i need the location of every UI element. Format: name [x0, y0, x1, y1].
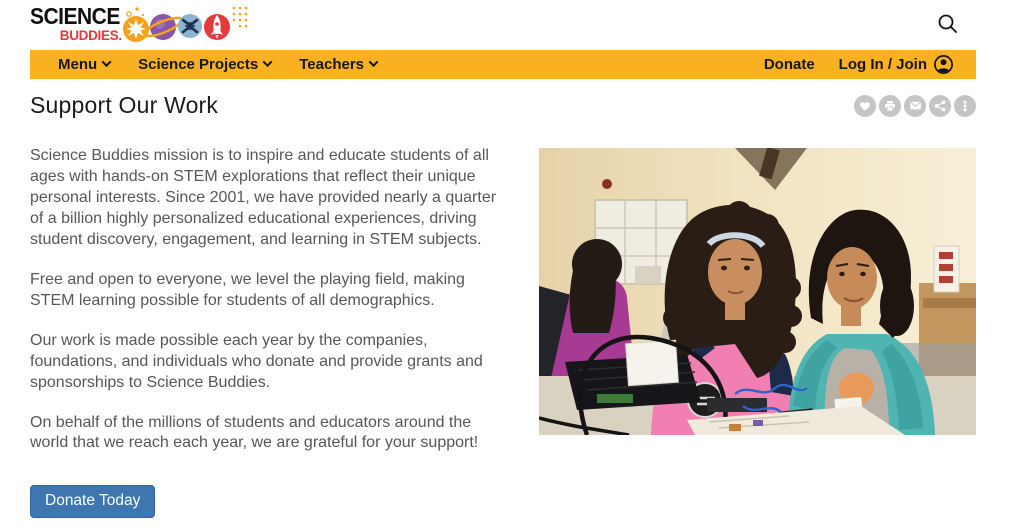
main-content	[30, 146, 976, 518]
nav-item-login-join[interactable]: Log In / Join	[827, 54, 966, 75]
nav-item-donate[interactable]: Donate	[763, 56, 815, 73]
dot-grid-decoration	[233, 7, 248, 28]
search-icon	[936, 12, 960, 36]
email-button[interactable]	[904, 95, 926, 117]
sun-icon	[123, 16, 149, 42]
chevron-down-icon	[102, 57, 112, 67]
nav-item-teachers[interactable]: Teachers	[285, 56, 391, 73]
user-icon	[933, 54, 954, 75]
nav-item-science-projects[interactable]: Science Projects	[124, 56, 285, 73]
page-title: Support Our Work	[30, 92, 219, 118]
print-button[interactable]	[879, 95, 901, 117]
paragraph-thanks: On behalf of the millions of students and educators around the world that we reach each year, we are grateful for your support!	[30, 413, 479, 452]
dna-icon	[178, 14, 202, 38]
share-toolbar	[854, 95, 976, 117]
logo-text-science: SCIENCE	[30, 3, 120, 30]
paragraph-mission: Science Buddies mission is to inspire and educate students of all ages with hands-on STEM explorations that reflect their unique personal interests. Since 2001, we have provided nearly a quarter of a billion highly personalized educational experiences, driving student discovery, engagement, and learning in STEM subjects.	[30, 147, 497, 248]
main-nav	[30, 50, 976, 79]
logo-text-buddies: BUDDIES.	[59, 28, 122, 43]
paragraph-free-open: Free and open to everyone, we level the playing field, making STEM learning possible for students of all demographics.	[30, 270, 465, 309]
chevron-down-icon	[369, 57, 379, 67]
logo-planet-icons	[122, 5, 250, 49]
search-button[interactable]	[932, 8, 964, 43]
heart-icon	[859, 100, 871, 112]
donate-today-button[interactable]: Donate Today	[30, 485, 155, 518]
mission-text	[30, 146, 508, 518]
students-photo	[539, 148, 976, 435]
favorite-button[interactable]	[854, 95, 876, 117]
science-buddies-logo[interactable]	[30, 1, 250, 49]
site-header	[30, 0, 976, 50]
more-icon	[959, 100, 971, 112]
share-button[interactable]	[929, 95, 951, 117]
email-icon	[909, 99, 922, 112]
more-options-button[interactable]	[954, 95, 976, 117]
page-title-row	[30, 92, 976, 119]
print-icon	[884, 100, 896, 112]
share-icon	[934, 100, 946, 112]
nav-item-menu[interactable]: Menu	[44, 56, 124, 73]
paragraph-supporters: Our work is made possible each year by the companies, foundations, and individuals who donate and provide grants and sponsorships to Science Buddies.	[30, 331, 483, 391]
chevron-down-icon	[263, 57, 273, 67]
rocket-icon	[204, 14, 230, 40]
